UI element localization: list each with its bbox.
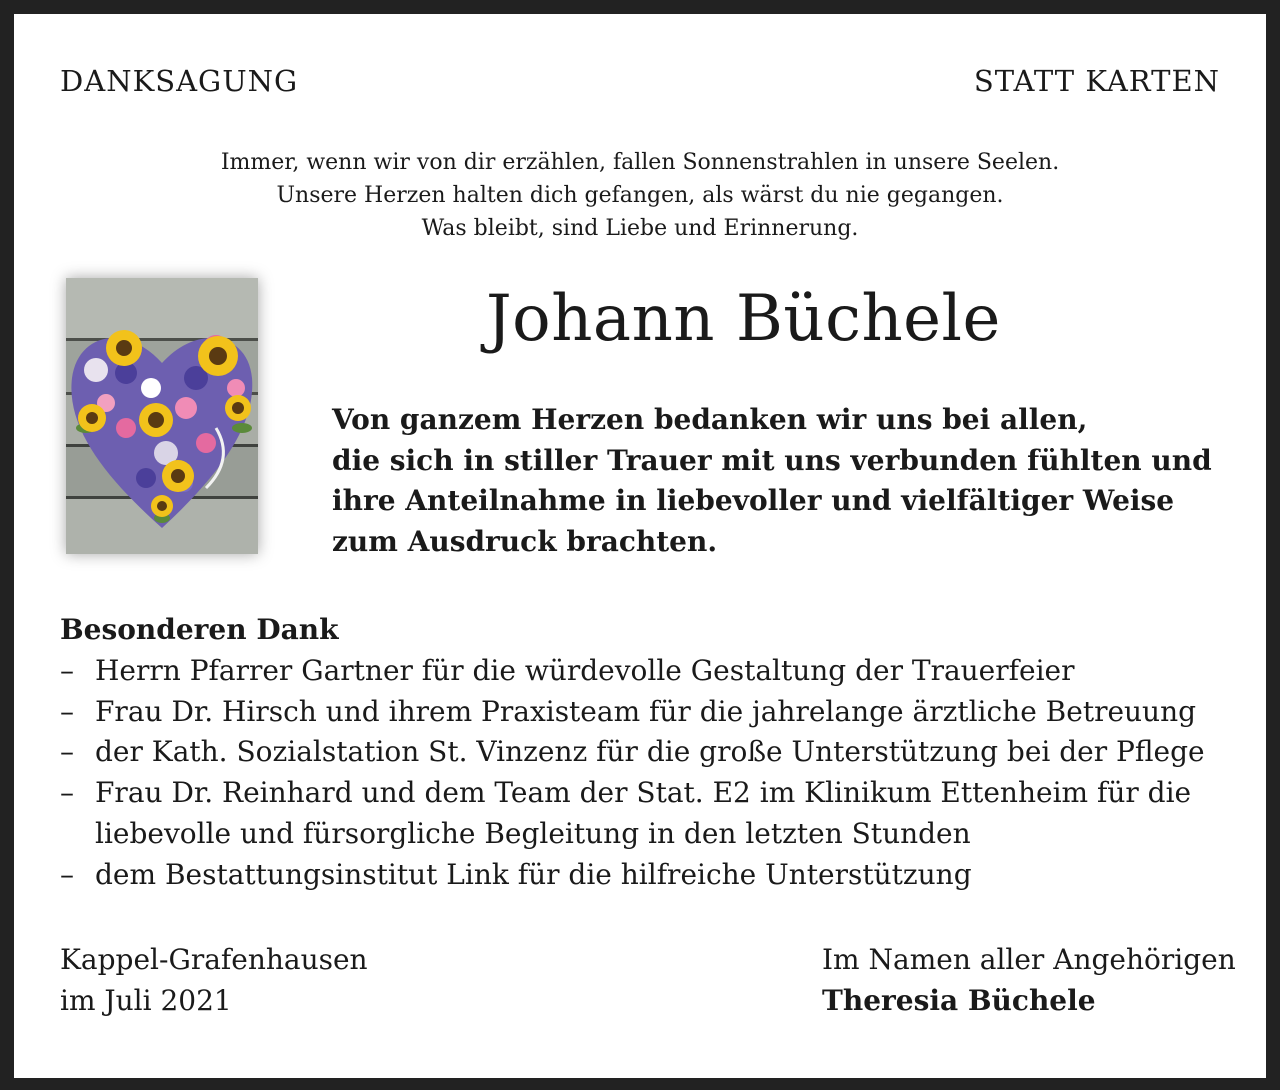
thanks-line: zum Ausdruck brachten.: [332, 524, 718, 558]
dash-bullet: –: [60, 776, 74, 810]
dash-bullet: –: [60, 735, 74, 769]
footer-place: Kappel-Grafenhausen: [60, 943, 368, 976]
special-thanks: [60, 610, 1205, 896]
dash-bullet: –: [60, 694, 74, 728]
thanks-line: ihre Anteilnahme in liebevoller und vielfältiger Weise: [332, 484, 1175, 517]
poem: [0, 146, 1280, 245]
special-thanks-item: [60, 773, 1205, 855]
footer-on-behalf: Im Namen aller Angehörigen: [822, 943, 1236, 976]
footer-place-date: [60, 940, 368, 1021]
footer-signature: [822, 940, 1236, 1021]
thanks-line: Von ganzem Herzen bedanken wir uns bei allen,: [332, 403, 1088, 436]
special-thanks-text: Frau Dr. Reinhard und dem Team der Stat. E2 im Klinikum Ettenheim für die: [95, 776, 1192, 810]
poem-line: Immer, wenn wir von dir erzählen, fallen Sonnenstrahlen in unsere Seelen.: [220, 150, 1060, 175]
wreath-photo: [66, 278, 258, 554]
special-thanks-item: [60, 651, 1205, 692]
special-thanks-text: Herrn Pfarrer Gartner für die würdevolle Gestaltung der Trauerfeier: [95, 653, 1075, 687]
special-thanks-title: Besonderen Dank: [60, 613, 339, 646]
special-thanks-text: liebevolle und fürsorgliche Begleitung in den letzten Stunden: [95, 816, 971, 850]
special-thanks-text: Frau Dr. Hirsch und ihrem Praxisteam für die jahrelange ärztliche Betreuung: [95, 694, 1197, 728]
footer-signer: Theresia Büchele: [822, 983, 1096, 1017]
deceased-name: Johann Büchele: [486, 282, 1001, 356]
special-thanks-text: dem Bestattungsinstitut Link für die hilfreiche Unterstützung: [95, 857, 972, 891]
dash-bullet: –: [60, 653, 74, 687]
footer-date: im Juli 2021: [60, 983, 232, 1017]
header-statt-karten: STATT KARTEN: [973, 64, 1220, 98]
thanks-message: [332, 400, 1212, 562]
special-thanks-item: [60, 855, 1205, 896]
special-thanks-text: der Kath. Sozialstation St. Vinzenz für die große Unterstützung bei der Pflege: [95, 735, 1205, 769]
dash-bullet: –: [60, 857, 74, 891]
poem-line: Unsere Herzen halten dich gefangen, als wärst du nie gegangen.: [276, 183, 1004, 208]
special-thanks-item: [60, 692, 1205, 733]
special-thanks-item: [60, 732, 1205, 773]
header-danksagung: DANKSAGUNG: [60, 64, 299, 98]
thanks-line: die sich in stiller Trauer mit uns verbunden fühlten und: [332, 443, 1212, 477]
poem-line: Was bleibt, sind Liebe und Erinnerung.: [421, 216, 859, 241]
